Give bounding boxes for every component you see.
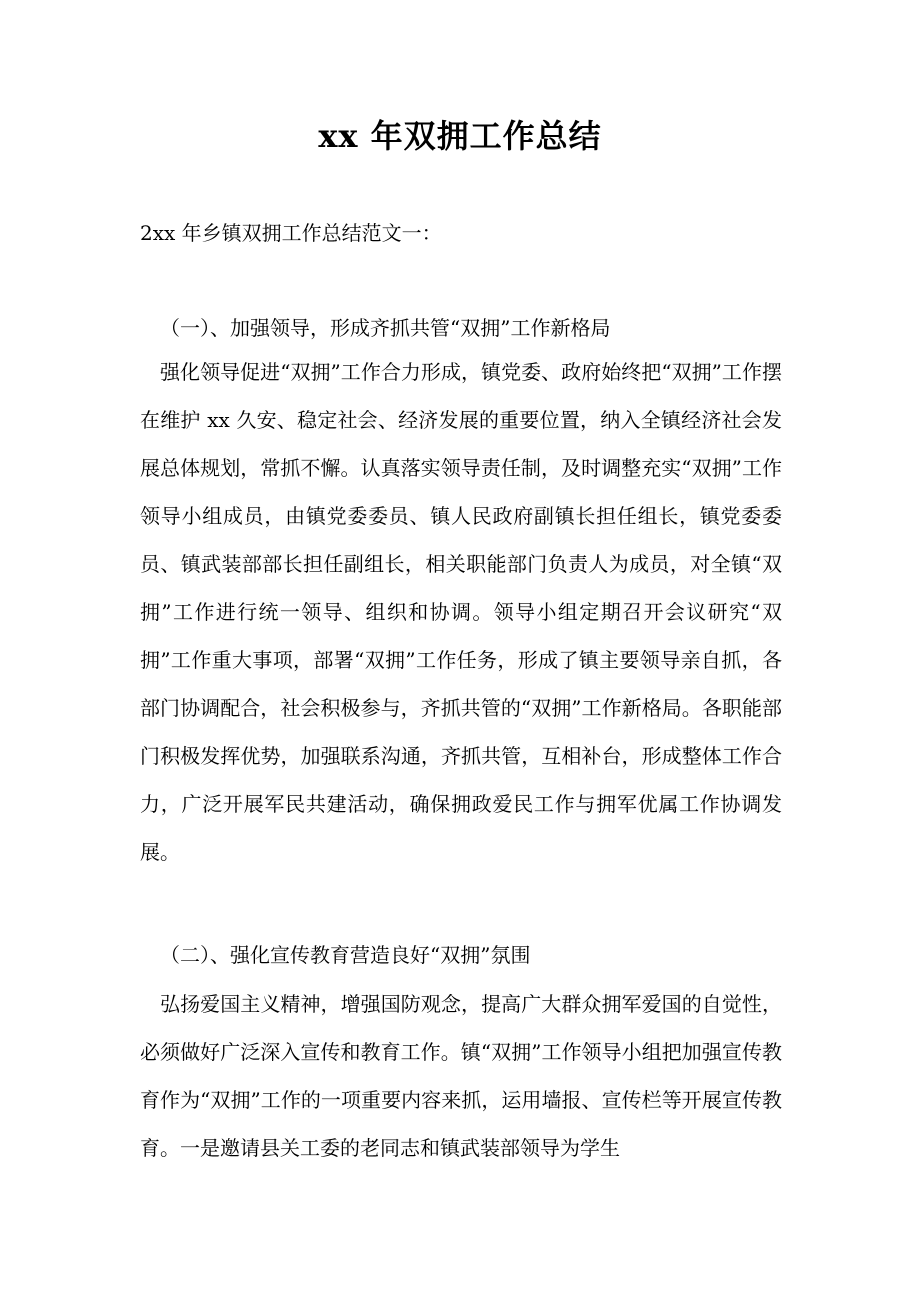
section-heading: （一）、加强领导，形成齐抓共管“双拥”工作新格局 [160, 316, 611, 340]
document-title: xx 年双拥工作总结 [318, 117, 602, 155]
section-paragraph: 强化领导促进“双拥”工作合力形成，镇党委、政府始终把“双拥”工作摆在维护 xx 久安、稳定社会、经济发展的重要位置，纳入全镇经济社会发展总体规划，常抓不懈。认真落实领导责任制，及时调整充实“双拥”工作领导小组成员，由镇党委委员、镇人民政府副镇长担任组长，镇党委委员、镇武装部部长担任副组长，相关职能部门负责人为成员，对全镇“双拥”工作进行统一领导、组织和协调。领导小组定期召开会议研究“双拥”工作重大事项，部署“双拥”工作任务，形成了镇主要领导亲自抓，各部门协调配合，社会积极参与，齐抓共管的“双拥”工作新格局。各职能部门积极发挥优势，加强联系沟通，齐抓共管，互相补台，形成整体工作合力，广泛开展军民共建活动，确保拥政爱民工作与拥军优属工作协调发展。 [140, 360, 782, 864]
section-heading: （二）、强化宣传教育营造良好“双拥”氛围 [160, 943, 531, 967]
document-subtitle: 2xx 年乡镇双拥工作总结范文一： [140, 221, 442, 245]
section-paragraph: 弘扬爱国主义精神，增强国防观念，提高广大群众拥军爱国的自觉性，必须做好广泛深入宣传和教育工作。镇“双拥”工作领导小组把加强宣传教育作为“双拥”工作的一项重要内容来抓，运用墙报、宣传栏等开展宣传教育。一是邀请县关工委的老同志和镇武装部领导为学生 [140, 992, 782, 1160]
